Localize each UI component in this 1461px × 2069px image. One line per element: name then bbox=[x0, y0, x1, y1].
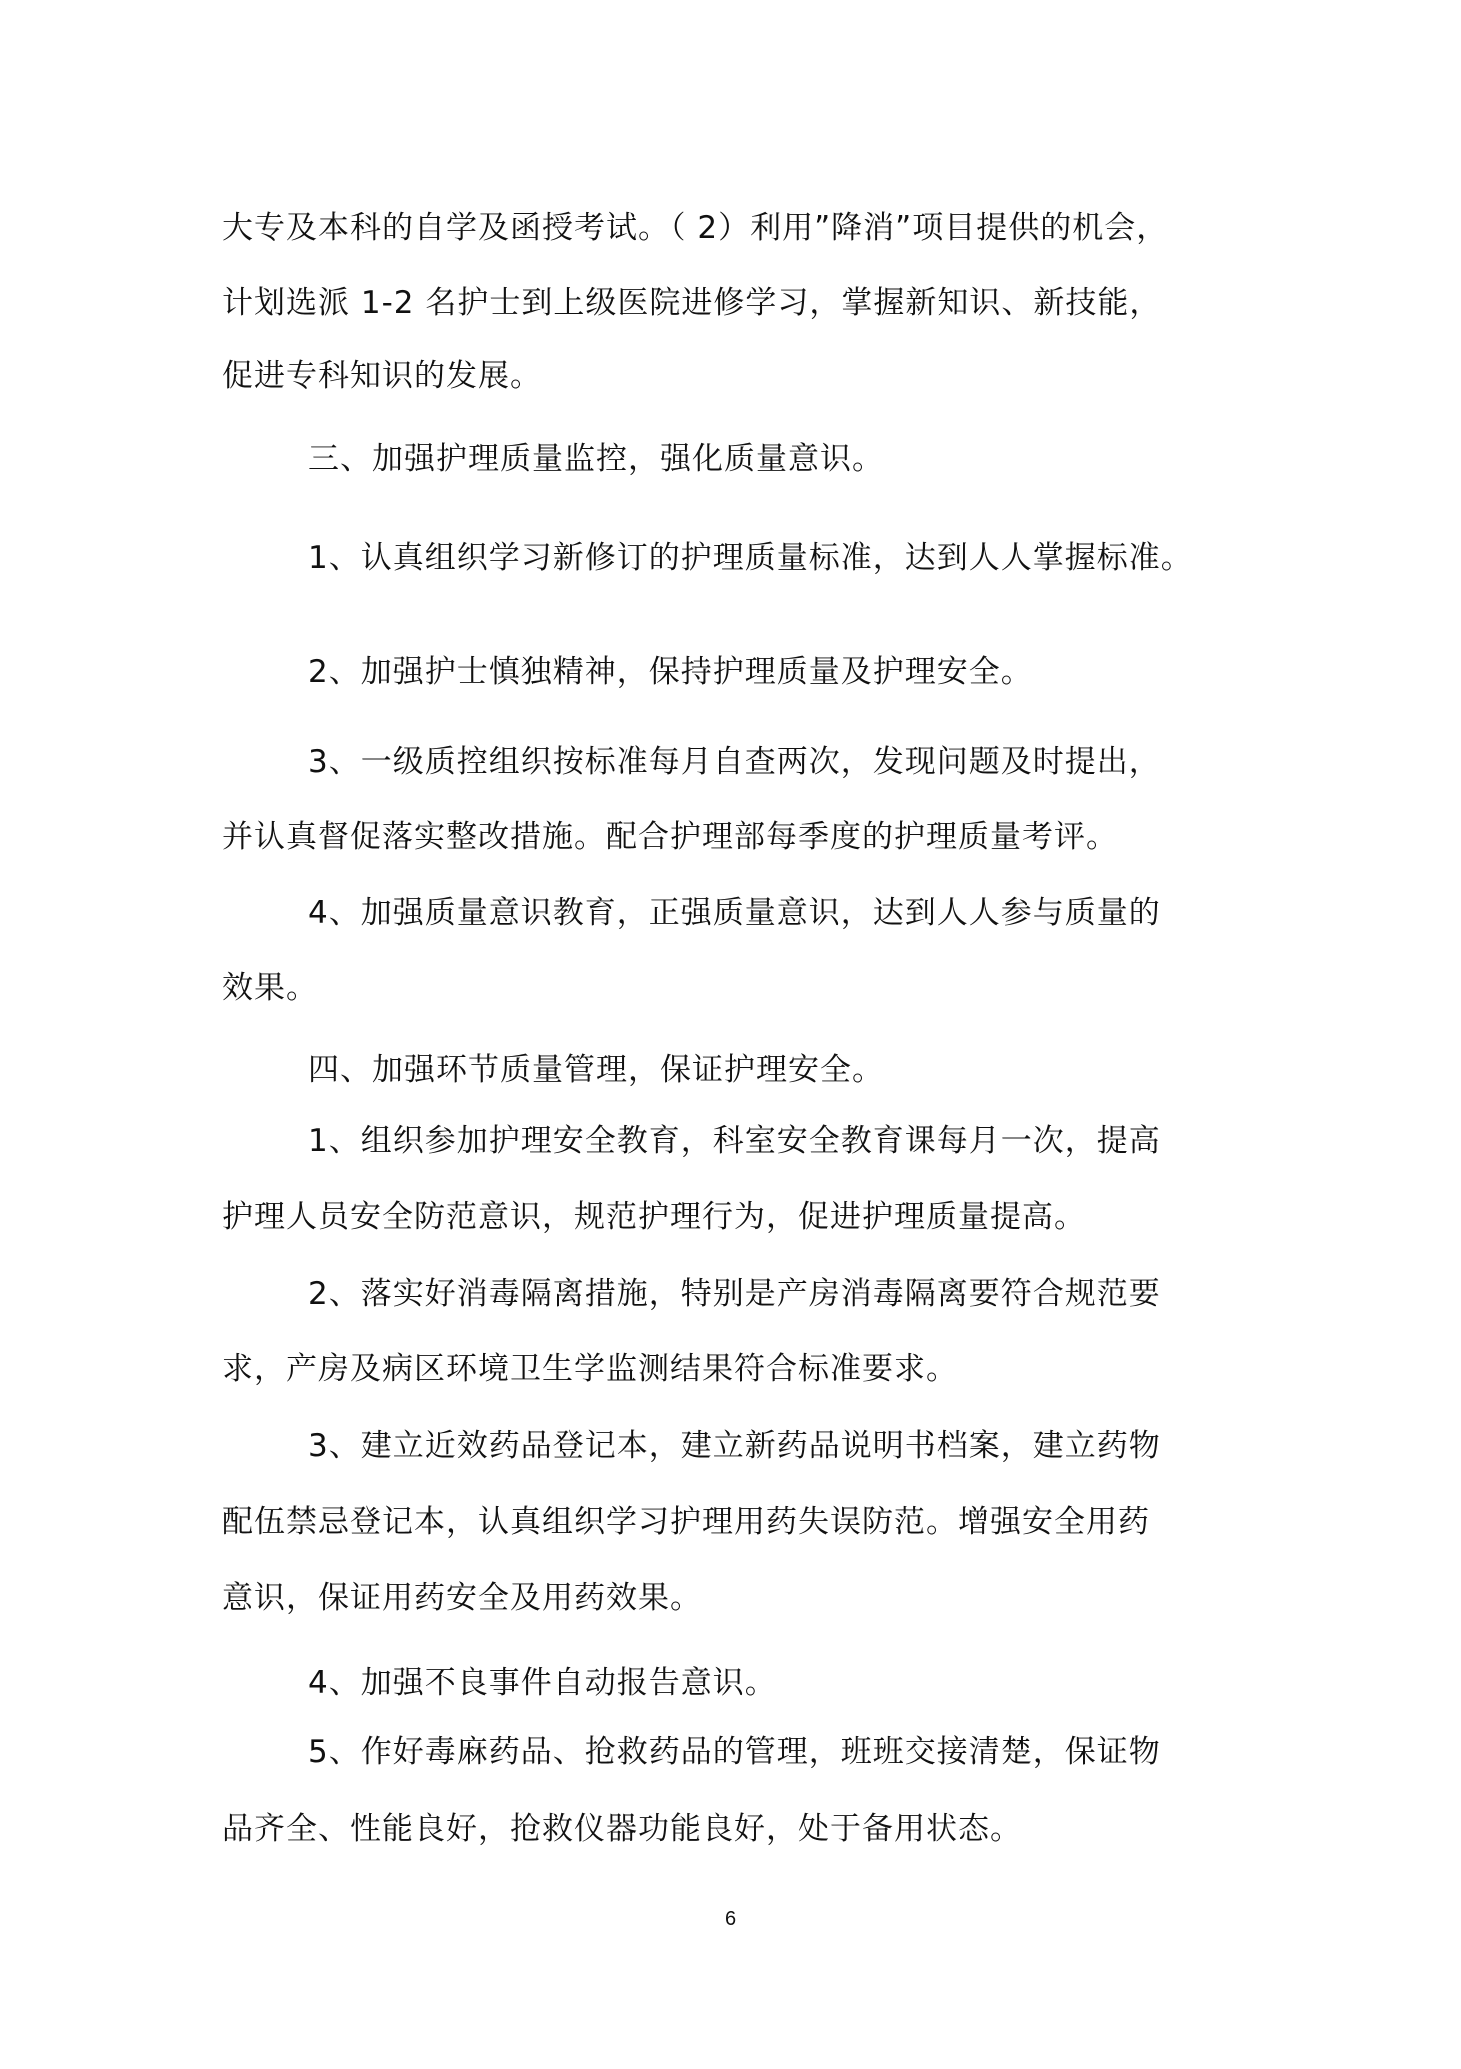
text-line-1: 大专及本科的自学及函授考试。（ 2）利用”降消”项目提供的机会， bbox=[222, 210, 1169, 246]
text-line-6: 2、加强护士慎独精神，保持护理质量及护理安全。 bbox=[308, 654, 1033, 690]
text-line-13: 护理人员安全防范意识，规范护理行为，促进护理质量提高。 bbox=[222, 1199, 1086, 1235]
text-line-3: 促进专科知识的发展。 bbox=[222, 358, 542, 394]
text-line-17: 配伍禁忌登记本，认真组织学习护理用药失误防范。增强安全用药 bbox=[222, 1504, 1150, 1540]
text-line-15: 求，产房及病区环境卫生学监测结果符合标准要求。 bbox=[222, 1351, 958, 1387]
text-line-12: 1、组织参加护理安全教育，科室安全教育课每月一次，提高 bbox=[308, 1123, 1161, 1159]
text-line-21: 品齐全、性能良好，抢救仪器功能良好，处于备用状态。 bbox=[222, 1811, 1022, 1847]
text-line-14: 2、落实好消毒隔离措施，特别是产房消毒隔离要符合规范要 bbox=[308, 1276, 1161, 1312]
text-line-10: 效果。 bbox=[222, 970, 318, 1006]
section-heading-3: 三、加强护理质量监控，强化质量意识。 bbox=[308, 441, 884, 477]
text-line-8: 并认真督促落实整改措施。配合护理部每季度的护理质量考评。 bbox=[222, 819, 1118, 855]
text-line-9: 4、加强质量意识教育，正强质量意识，达到人人参与质量的 bbox=[308, 895, 1161, 931]
text-line-18: 意识，保证用药安全及用药效果。 bbox=[222, 1580, 702, 1616]
page-number: 6 bbox=[724, 1908, 737, 1930]
section-heading-4: 四、加强环节质量管理，保证护理安全。 bbox=[308, 1052, 884, 1088]
text-line-2: 计划选派 1-2 名护士到上级医院进修学习，掌握新知识、新技能， bbox=[222, 285, 1162, 321]
text-line-16: 3、建立近效药品登记本，建立新药品说明书档案，建立药物 bbox=[308, 1428, 1161, 1464]
text-line-5: 1、认真组织学习新修订的护理质量标准，达到人人掌握标准。 bbox=[308, 540, 1193, 576]
text-line-7: 3、一级质控组织按标准每月自查两次，发现问题及时提出， bbox=[308, 744, 1161, 780]
text-line-20: 5、作好毒麻药品、抢救药品的管理，班班交接清楚，保证物 bbox=[308, 1734, 1161, 1770]
text-line-19: 4、加强不良事件自动报告意识。 bbox=[308, 1665, 777, 1701]
